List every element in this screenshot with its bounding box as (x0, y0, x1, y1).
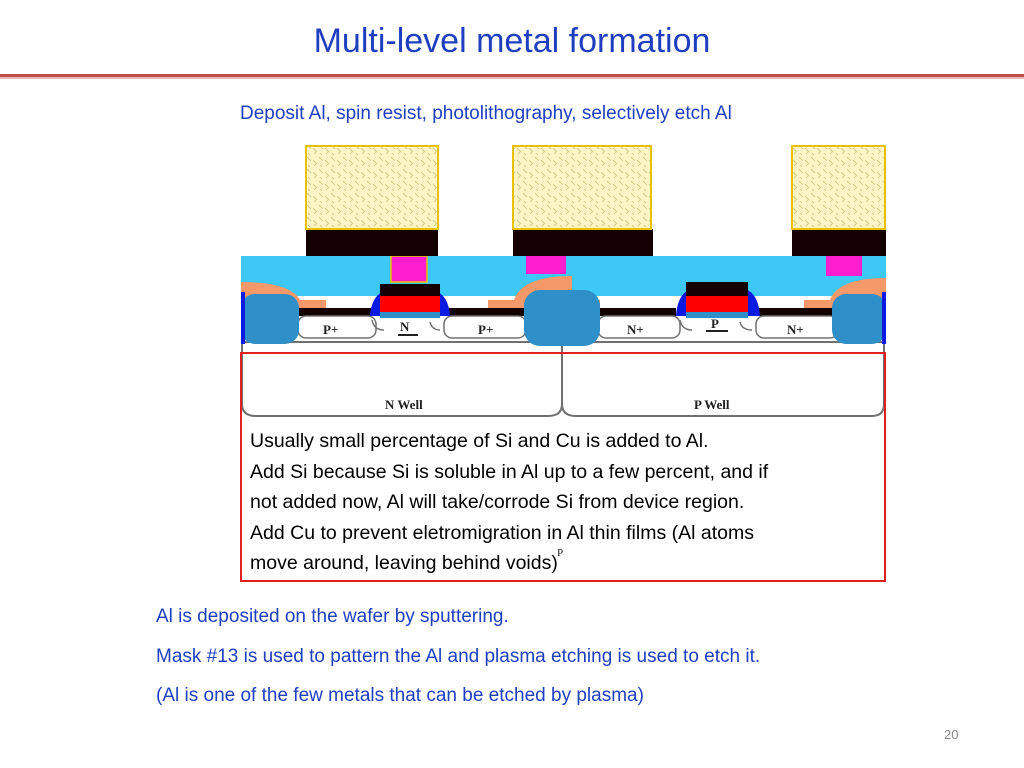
bullet-plasma: (Al is one of the few metals that can be etched by plasma) (156, 685, 644, 706)
label-p-well: P Well (694, 397, 730, 412)
gate-silicide-right-transistor (686, 282, 748, 296)
note-line: move around, leaving behind voids) (250, 552, 558, 574)
bullet-sputtering: Al is deposited on the wafer by sputtering. (156, 606, 509, 627)
page-number: 20 (944, 727, 959, 742)
note-line: Add Si because Si is soluble in Al up to a few percent, and if (250, 460, 769, 483)
label-n-well: N Well (385, 397, 423, 412)
aluminum-mid (513, 229, 653, 256)
aluminum-right (792, 229, 886, 256)
silicide-mid-right (596, 308, 676, 316)
note-line: Add Cu to prevent eletromigration in Al thin films (Al atoms (250, 521, 754, 544)
ldd-arc-4 (740, 322, 752, 330)
photoresist-mid (513, 146, 651, 229)
gate-poly-left-transistor (380, 296, 440, 312)
silicide-right (758, 308, 838, 316)
aluminum-left (306, 229, 438, 256)
blue-edge-right (882, 292, 886, 344)
gate-poly-right-transistor (686, 296, 748, 312)
contact-right (826, 256, 862, 276)
label-n-plus-right: N+ (787, 322, 804, 337)
label-p-plus-mid: P+ (478, 322, 494, 337)
blue-edge-left (241, 292, 245, 344)
contact-mid (526, 256, 566, 274)
photoresist-left (306, 146, 438, 229)
label-n-plus-mid: N+ (627, 322, 644, 337)
field-oxide-left (241, 294, 299, 344)
gate-oxide-left-transistor (380, 312, 440, 318)
label-p-plus-left: P+ (323, 322, 339, 337)
contact-left (391, 256, 427, 282)
bullet-mask: Mask #13 is used to pattern the Al and plasma etching is used to etch it. (156, 646, 761, 667)
silicide-mid-left (448, 308, 528, 316)
note-line: Usually small percentage of Si and Cu is added to Al. (250, 430, 709, 452)
field-oxide-right (832, 294, 886, 344)
gate-silicide-left-transistor (380, 284, 440, 296)
note-text (250, 426, 880, 579)
label-p-stray: P (557, 547, 564, 559)
diagram-caption: Deposit Al, spin resist, photolithography, selectively etch Al (240, 103, 732, 124)
silicide-left (298, 308, 378, 316)
label-n-channel: N (400, 319, 410, 334)
channel-line-left (398, 334, 418, 336)
note-line: not added now, Al will take/corrode Si from device region. (250, 491, 745, 513)
photoresist-right (792, 146, 885, 229)
label-p-channel: P (711, 316, 719, 331)
ldd-arc-3 (680, 320, 692, 330)
field-oxide-mid (524, 290, 600, 346)
ldd-arc-2 (430, 322, 440, 330)
slide-title: Multi-level metal formation (313, 22, 711, 60)
